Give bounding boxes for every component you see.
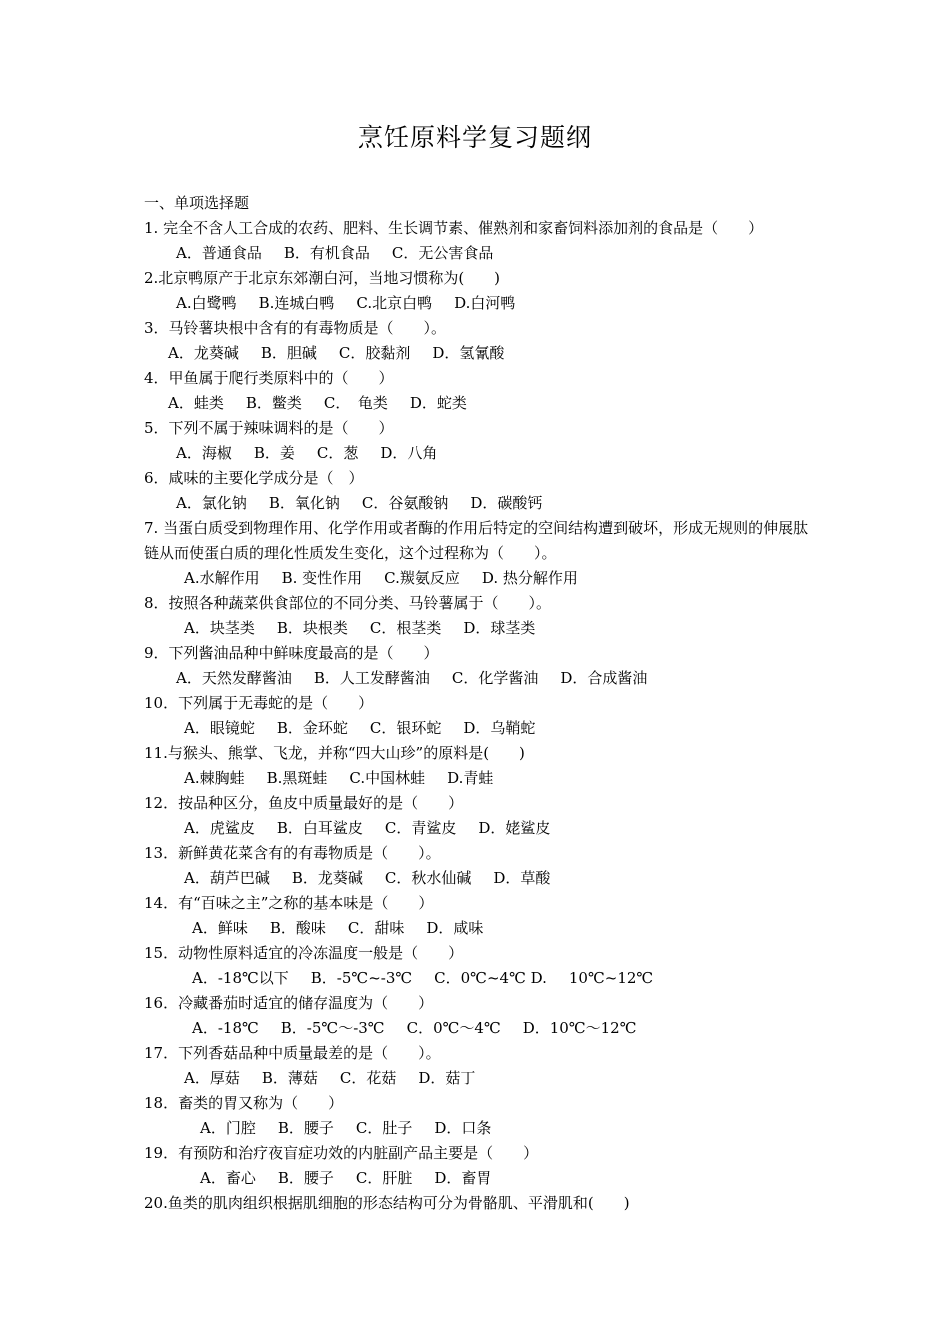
answer-option: C．肚子	[355, 1119, 413, 1137]
question-list	[144, 216, 816, 1216]
answer-option: C．葱	[316, 444, 359, 462]
answer-option: A．块茎类	[184, 619, 255, 637]
answer-option: C．甜味	[347, 919, 405, 937]
answer-option: D.白河鸭	[454, 294, 516, 312]
answer-option: B．腰子	[277, 1119, 334, 1137]
options-row	[144, 441, 816, 466]
answer-option: A．海椒	[176, 444, 232, 462]
answer-option: D．口条	[434, 1119, 492, 1137]
question-text: 14．有“百味之主”之称的基本味是（ ）	[144, 894, 434, 912]
answer-option: D．10℃～12℃	[522, 1019, 637, 1037]
answer-option: B. 变性作用	[281, 569, 363, 587]
answer-option: A．氯化钠	[176, 494, 247, 512]
answer-option: D．畜胃	[434, 1169, 492, 1187]
question-text: 1. 完全不含人工合成的农药、肥料、生长调节素、催熟剂和家畜饲料添加剂的食品是（ ）	[144, 219, 764, 237]
answer-option: B．有机食品	[283, 244, 370, 262]
answer-option: C．根茎类	[369, 619, 442, 637]
answer-option: A．-18℃以下	[192, 969, 289, 987]
answer-option: C.中国林蛙	[349, 769, 426, 787]
answer-option: A．厚菇	[184, 1069, 240, 1087]
question-text: 20.鱼类的肌肉组织根据肌细胞的形态结构可分为骨骼肌、平滑肌和( )	[144, 1194, 630, 1212]
answer-option: D．氢氰酸	[432, 344, 505, 362]
section-heading: 一、单项选择题	[144, 194, 250, 212]
answer-option: D．合成酱油	[560, 669, 648, 687]
question-text: 4．甲鱼属于爬行类原料中的（ ）	[144, 369, 394, 387]
question-text: 11.与猴头、熊掌、飞龙，并称“四大山珍”的原料是( )	[144, 744, 525, 762]
answer-option: B．鳖类	[245, 394, 302, 412]
answer-option: D．八角	[380, 444, 438, 462]
answer-option: D．蛇类	[409, 394, 467, 412]
answer-option: C．花菇	[339, 1069, 397, 1087]
answer-option: C.羰氨反应	[384, 569, 460, 587]
options-row	[144, 241, 816, 266]
document-title: 烹饪原料学复习题纲	[357, 123, 592, 152]
answer-option: B．腰子	[277, 1169, 334, 1187]
options-row	[144, 966, 816, 991]
answer-option: B．块根类	[276, 619, 348, 637]
answer-option: B．薄菇	[261, 1069, 318, 1087]
question-text: 10．下列属于无毒蛇的是（ ）	[144, 694, 374, 712]
answer-option: D. 热分解作用	[481, 569, 578, 587]
question-text: 16．冷藏番茄时适宜的储存温度为（ ）	[144, 994, 434, 1012]
question-text: 13．新鲜黄花菜含有的有毒物质是（ ）。	[144, 844, 441, 862]
question-text: 3．马铃薯块根中含有的有毒物质是（ ）。	[144, 319, 447, 337]
answer-option: B．人工发酵酱油	[313, 669, 430, 687]
answer-option: A．葫芦巴碱	[184, 869, 270, 887]
answer-option: A.棘胸蛙	[184, 769, 245, 787]
answer-option: C．银环蛇	[369, 719, 442, 737]
answer-option: C．0℃~4℃ D.	[434, 969, 547, 987]
options-row	[144, 766, 816, 791]
answer-option: D．球茎类	[463, 619, 536, 637]
answer-option: B．-5℃～-3℃	[280, 1019, 385, 1037]
answer-option: C．谷氨酸钠	[361, 494, 449, 512]
question-text: 5．下列不属于辣味调料的是（ ）	[144, 419, 394, 437]
options-row	[144, 866, 816, 891]
options-row	[144, 616, 816, 641]
question-text: 9．下列酱油品种中鲜味度最高的是（ ）	[144, 644, 439, 662]
question-text: 6．咸味的主要化学成分是（ ）	[144, 469, 364, 487]
answer-option: D．草酸	[493, 869, 551, 887]
options-row	[144, 916, 816, 941]
answer-option: B.连城白鸭	[258, 294, 335, 312]
answer-option: A.白鹭鸭	[176, 294, 237, 312]
answer-option: C．肝脏	[355, 1169, 413, 1187]
answer-option: B．金环蛇	[276, 719, 348, 737]
options-row	[144, 491, 816, 516]
answer-option: A．-18℃	[192, 1019, 259, 1037]
question-text: 18．畜类的胃又称为（ ）	[144, 1094, 344, 1112]
answer-option: A．虎鲨皮	[184, 819, 255, 837]
options-row	[144, 341, 816, 366]
answer-option: A．龙葵碱	[168, 344, 239, 362]
options-row	[144, 716, 816, 741]
answer-option: B．酸味	[269, 919, 326, 937]
options-row	[144, 391, 816, 416]
answer-option: B．白耳鲨皮	[276, 819, 363, 837]
options-row	[144, 291, 816, 316]
answer-option: B．胆碱	[260, 344, 317, 362]
options-row	[144, 566, 816, 591]
answer-option: C．无公害食品	[391, 244, 494, 262]
answer-option: D.青蛙	[447, 769, 494, 787]
answer-option: D．咸味	[426, 919, 484, 937]
answer-option: A．畜心	[200, 1169, 256, 1187]
answer-option: D．碳酸钙	[470, 494, 543, 512]
answer-option: B.黑斑蛙	[266, 769, 328, 787]
answer-option: A．普通食品	[176, 244, 262, 262]
answer-option: A.水解作用	[184, 569, 260, 587]
answer-option: C．化学酱油	[451, 669, 539, 687]
answer-option: A．蛙类	[168, 394, 224, 412]
answer-option: B．龙葵碱	[291, 869, 363, 887]
answer-option: A．天然发酵酱油	[176, 669, 292, 687]
answer-option: C． 龟类	[323, 394, 388, 412]
answer-option: D．乌鞘蛇	[463, 719, 536, 737]
answer-option: C.北京白鸭	[356, 294, 433, 312]
answer-option: C．青鲨皮	[384, 819, 457, 837]
options-row	[144, 666, 816, 691]
question-text: 12．按品种区分，鱼皮中质量最好的是（ ）	[144, 794, 464, 812]
answer-option: B．-5℃~-3℃	[310, 969, 413, 987]
question-text: 2.北京鸭原产于北京东郊潮白河，当地习惯称为( )	[144, 269, 501, 287]
question-text: 7. 当蛋白质受到物理作用、化学作用或者酶的作用后特定的空间结构遭到破坏，形成无规则的伸展肽链从而使蛋白质的理化性质发生变化，这个过程称为（ ）。	[144, 519, 809, 562]
answer-option: D．姥鲨皮	[478, 819, 551, 837]
answer-option: C．秋水仙碱	[384, 869, 472, 887]
answer-option: A．鲜味	[192, 919, 248, 937]
answer-option: A．门腔	[200, 1119, 256, 1137]
question-text: 17．下列香菇品种中质量最差的是（ ）。	[144, 1044, 441, 1062]
question-text: 8．按照各种蔬菜供食部位的不同分类、马铃薯属于（ ）。	[144, 594, 552, 612]
question-text: 15．动物性原料适宜的冷冻温度一般是（ ）	[144, 944, 464, 962]
options-row	[144, 1066, 816, 1091]
question-text: 19．有预防和治疗夜盲症功效的内脏副产品主要是（ ）	[144, 1144, 539, 1162]
options-row	[144, 816, 816, 841]
answer-option: C．胶黏剂	[338, 344, 411, 362]
answer-option: 10℃~12℃	[568, 969, 654, 987]
options-row	[144, 1016, 816, 1041]
options-row	[144, 1116, 816, 1141]
answer-option: B．氧化钠	[268, 494, 340, 512]
options-row	[144, 1166, 816, 1191]
answer-option: C．0℃～4℃	[406, 1019, 501, 1037]
answer-option: A．眼镜蛇	[184, 719, 255, 737]
answer-option: B．姜	[253, 444, 295, 462]
answer-option: D．菇丁	[418, 1069, 476, 1087]
